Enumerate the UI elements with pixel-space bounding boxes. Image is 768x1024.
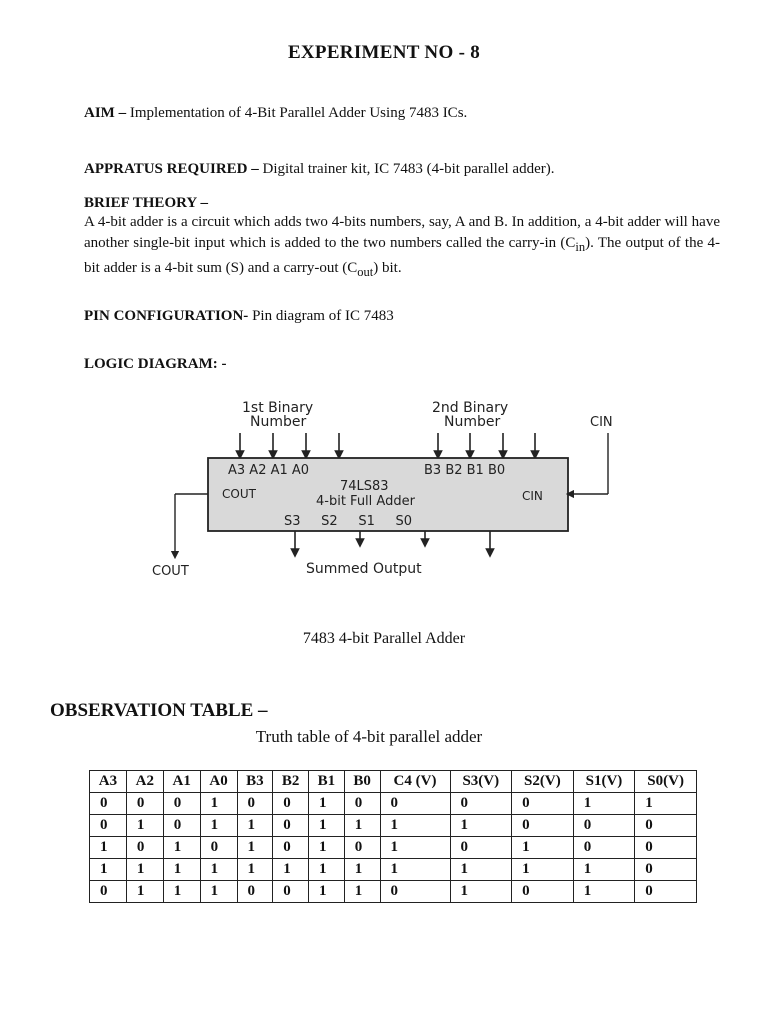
observation-heading: OBSERVATION TABLE – bbox=[50, 700, 268, 721]
table-cell: 1 bbox=[573, 881, 635, 903]
theory-sub-out: out bbox=[357, 265, 374, 279]
first-number-label: Number bbox=[250, 414, 307, 430]
theory-part3: ) bit. bbox=[373, 260, 402, 276]
table-cell: 1 bbox=[200, 815, 237, 837]
cin-label: CIN bbox=[590, 415, 613, 430]
table-cell: 0 bbox=[237, 881, 273, 903]
aim-text: Implementation of 4-Bit Parallel Adder Using 7483 ICs. bbox=[126, 105, 468, 121]
table-cell: 1 bbox=[309, 837, 345, 859]
table-cell: 0 bbox=[573, 815, 635, 837]
sum-outputs-label: S3 S2 S1 S0 bbox=[284, 514, 413, 529]
truth-table-body bbox=[90, 793, 697, 903]
apparatus-text: Digital trainer kit, IC 7483 (4-bit parallel adder). bbox=[258, 161, 555, 177]
aim-line bbox=[84, 102, 724, 124]
apparatus-line bbox=[84, 158, 724, 180]
col-header: A3 bbox=[90, 771, 127, 793]
table-cell: 1 bbox=[237, 837, 273, 859]
chip-description: 4-bit Full Adder bbox=[316, 494, 415, 509]
table-row bbox=[90, 815, 697, 837]
table-cell: 1 bbox=[237, 815, 273, 837]
table-cell: 0 bbox=[512, 881, 574, 903]
table-row bbox=[90, 837, 697, 859]
cin-inside-label: CIN bbox=[522, 489, 543, 503]
first-binary-label: 1st Binary bbox=[242, 400, 314, 416]
cout-inside-label: COUT bbox=[222, 487, 256, 501]
table-cell: 0 bbox=[450, 837, 512, 859]
table-cell: 0 bbox=[635, 881, 697, 903]
table-cell: 1 bbox=[200, 793, 237, 815]
table-cell: 0 bbox=[90, 815, 127, 837]
logic-diagram bbox=[140, 385, 640, 585]
col-header: B2 bbox=[273, 771, 309, 793]
table-cell: 1 bbox=[126, 859, 163, 881]
table-cell: 0 bbox=[163, 815, 200, 837]
table-cell: 1 bbox=[344, 881, 380, 903]
table-cell: 1 bbox=[573, 859, 635, 881]
table-cell: 1 bbox=[309, 881, 345, 903]
table-cell: 1 bbox=[450, 815, 512, 837]
table-cell: 0 bbox=[237, 793, 273, 815]
table-cell: 0 bbox=[273, 815, 309, 837]
table-cell: 1 bbox=[237, 859, 273, 881]
apparatus-label: APPRATUS REQUIRED – bbox=[84, 161, 259, 177]
theory-heading bbox=[84, 192, 724, 214]
pin-config-text: Pin diagram of IC 7483 bbox=[248, 308, 394, 324]
table-cell: 0 bbox=[200, 837, 237, 859]
table-cell: 0 bbox=[512, 815, 574, 837]
table-cell: 1 bbox=[635, 793, 697, 815]
table-cell: 1 bbox=[90, 859, 127, 881]
chip-name: 74LS83 bbox=[340, 479, 389, 494]
table-cell: 1 bbox=[200, 859, 237, 881]
table-cell: 1 bbox=[309, 859, 345, 881]
table-cell: 1 bbox=[512, 837, 574, 859]
col-header: S0(V) bbox=[635, 771, 697, 793]
table-cell: 0 bbox=[380, 881, 450, 903]
table-cell: 0 bbox=[273, 793, 309, 815]
table-cell: 1 bbox=[200, 881, 237, 903]
diagram-caption: 7483 4-bit Parallel Adder bbox=[302, 630, 466, 647]
aim-label: AIM – bbox=[84, 105, 127, 121]
col-header: A1 bbox=[163, 771, 200, 793]
table-cell: 0 bbox=[635, 859, 697, 881]
table-cell: 0 bbox=[273, 881, 309, 903]
logic-diagram-heading bbox=[84, 353, 724, 375]
col-header: B1 bbox=[309, 771, 345, 793]
summed-output-label: Summed Output bbox=[306, 561, 422, 577]
table-row bbox=[90, 859, 697, 881]
table-cell: 0 bbox=[163, 793, 200, 815]
table-cell: 0 bbox=[90, 881, 127, 903]
table-cell: 1 bbox=[512, 859, 574, 881]
b-inputs-label: B3 B2 B1 B0 bbox=[424, 463, 506, 478]
table-cell: 0 bbox=[573, 837, 635, 859]
table-cell: 1 bbox=[380, 837, 450, 859]
theory-paragraph bbox=[84, 212, 720, 283]
col-header: B0 bbox=[344, 771, 380, 793]
col-header: A2 bbox=[126, 771, 163, 793]
table-cell: 0 bbox=[450, 793, 512, 815]
table-cell: 1 bbox=[126, 815, 163, 837]
table-cell: 1 bbox=[344, 815, 380, 837]
pin-config-line bbox=[84, 305, 724, 327]
table-cell: 1 bbox=[450, 859, 512, 881]
table-cell: 0 bbox=[90, 793, 127, 815]
table-cell: 1 bbox=[380, 815, 450, 837]
table-cell: 1 bbox=[573, 793, 635, 815]
table-cell: 0 bbox=[344, 793, 380, 815]
col-header: C4 (V) bbox=[380, 771, 450, 793]
logic-diagram-label: LOGIC DIAGRAM: - bbox=[84, 356, 227, 372]
pin-config-label: PIN CONFIGURATION- bbox=[84, 308, 249, 324]
theory-sub-in: in bbox=[575, 240, 586, 254]
table-cell: 1 bbox=[163, 859, 200, 881]
theory-label: BRIEF THEORY – bbox=[84, 195, 208, 211]
cout-output-label: COUT bbox=[152, 564, 189, 579]
truth-table-caption: Truth table of 4-bit parallel adder bbox=[255, 727, 483, 746]
second-binary-label: 2nd Binary bbox=[432, 400, 509, 416]
table-cell: 0 bbox=[635, 837, 697, 859]
col-header: S3(V) bbox=[450, 771, 512, 793]
col-header: B3 bbox=[237, 771, 273, 793]
table-cell: 1 bbox=[450, 881, 512, 903]
table-cell: 1 bbox=[273, 859, 309, 881]
table-cell: 0 bbox=[635, 815, 697, 837]
col-header: A0 bbox=[200, 771, 237, 793]
table-cell: 0 bbox=[512, 793, 574, 815]
table-cell: 0 bbox=[126, 837, 163, 859]
col-header: S2(V) bbox=[512, 771, 574, 793]
table-cell: 0 bbox=[126, 793, 163, 815]
a-inputs-label: A3 A2 A1 A0 bbox=[228, 463, 310, 478]
col-header: S1(V) bbox=[573, 771, 635, 793]
table-cell: 1 bbox=[126, 881, 163, 903]
truth-table bbox=[89, 770, 697, 903]
table-cell: 0 bbox=[273, 837, 309, 859]
table-cell: 1 bbox=[163, 881, 200, 903]
table-cell: 1 bbox=[309, 793, 345, 815]
theory-part1: A 4-bit adder is a circuit which adds two 4-bits numbers, say, A and B. In addition, a 4-bit adder will have another single-bit input which is added to the two numbers called the carry-in (C bbox=[84, 214, 720, 251]
table-cell: 1 bbox=[163, 837, 200, 859]
table-cell: 1 bbox=[309, 815, 345, 837]
page-title: EXPERIMENT NO - 8 bbox=[287, 42, 481, 63]
table-row bbox=[90, 793, 697, 815]
second-number-label: Number bbox=[444, 414, 501, 430]
truth-table-header-row bbox=[90, 771, 697, 793]
table-cell: 0 bbox=[344, 837, 380, 859]
table-cell: 1 bbox=[90, 837, 127, 859]
theory-part2: ). The output of the 4-bit adder is a 4-bit sum (S) and a carry-out (C bbox=[84, 235, 721, 276]
table-row bbox=[90, 881, 697, 903]
table-cell: 1 bbox=[344, 859, 380, 881]
table-cell: 0 bbox=[380, 793, 450, 815]
table-cell: 1 bbox=[380, 859, 450, 881]
